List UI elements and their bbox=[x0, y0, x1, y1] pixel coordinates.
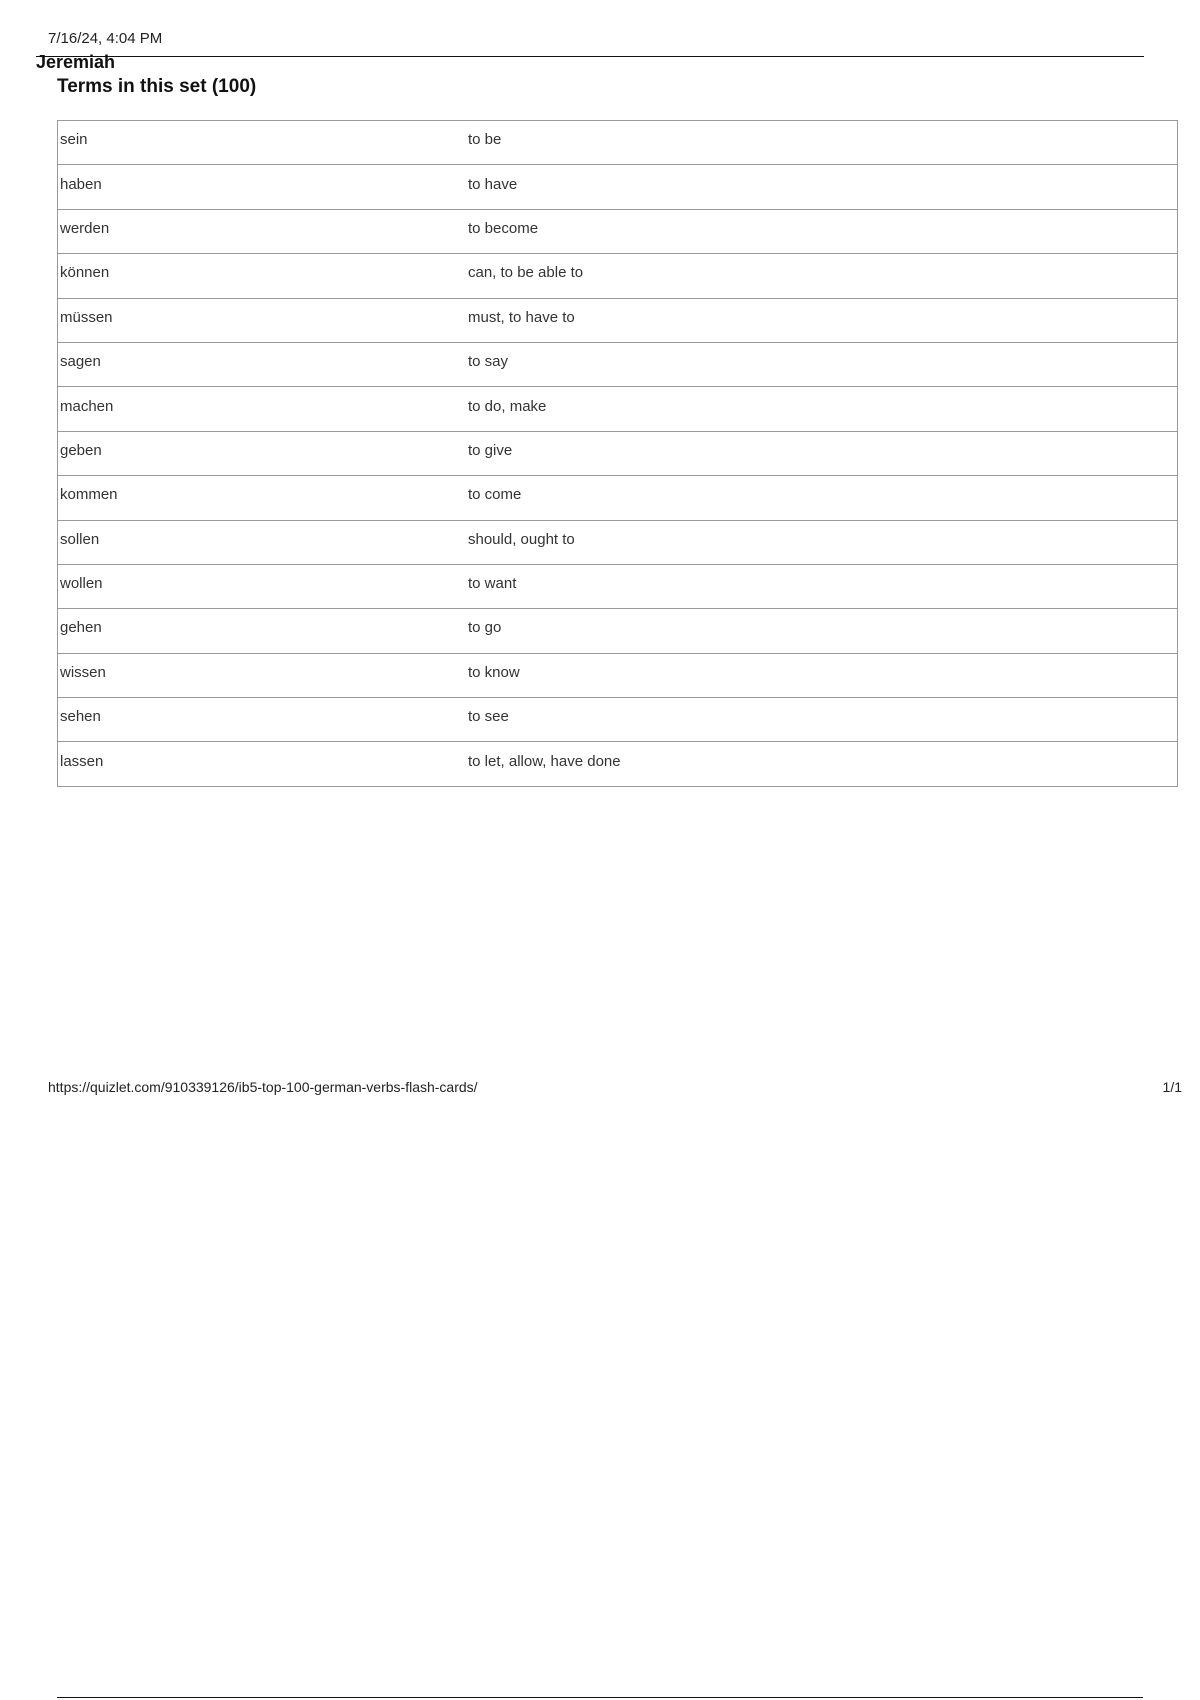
definition-cell: to come bbox=[438, 476, 1178, 520]
table-row bbox=[58, 698, 1178, 742]
term-cell: sollen bbox=[58, 520, 439, 564]
term-cell: lassen bbox=[58, 742, 439, 786]
footer-url: https://quizlet.com/910339126/ib5-top-100-german-verbs-flash-cards/ bbox=[48, 1079, 478, 1095]
term-cell: sehen bbox=[58, 698, 439, 742]
top-divider bbox=[36, 56, 1144, 57]
definition-cell: to say bbox=[438, 342, 1178, 386]
term-cell: wissen bbox=[58, 653, 439, 697]
bottom-divider bbox=[57, 1697, 1143, 1698]
definition-cell: to do, make bbox=[438, 387, 1178, 431]
term-cell: gehen bbox=[58, 609, 439, 653]
table-row bbox=[58, 165, 1178, 209]
term-cell: kommen bbox=[58, 476, 439, 520]
author-name: Jeremiah bbox=[36, 52, 116, 72]
table-row bbox=[58, 254, 1178, 298]
definition-cell: to know bbox=[438, 653, 1178, 697]
page-number: 1/1 bbox=[1162, 1079, 1182, 1095]
definition-cell: should, ought to bbox=[438, 520, 1178, 564]
term-cell: haben bbox=[58, 165, 439, 209]
table-row bbox=[58, 742, 1178, 786]
term-cell: müssen bbox=[58, 298, 439, 342]
table-row bbox=[58, 653, 1178, 697]
table-row bbox=[58, 431, 1178, 475]
table-row bbox=[58, 609, 1178, 653]
term-cell: geben bbox=[58, 431, 439, 475]
definition-cell: to want bbox=[438, 564, 1178, 608]
definition-cell: to have bbox=[438, 165, 1178, 209]
table-row bbox=[58, 387, 1178, 431]
table-row bbox=[58, 121, 1178, 165]
term-cell: sagen bbox=[58, 342, 439, 386]
table-row bbox=[58, 209, 1178, 253]
definition-cell: must, to have to bbox=[438, 298, 1178, 342]
term-cell: können bbox=[58, 254, 439, 298]
term-cell: sein bbox=[58, 121, 439, 165]
definition-cell: to see bbox=[438, 698, 1178, 742]
definition-cell: can, to be able to bbox=[438, 254, 1178, 298]
set-title: Terms in this set (100) bbox=[57, 76, 257, 97]
definition-cell: to give bbox=[438, 431, 1178, 475]
table-row bbox=[58, 298, 1178, 342]
definition-cell: to go bbox=[438, 609, 1178, 653]
term-cell: machen bbox=[58, 387, 439, 431]
table-row bbox=[58, 564, 1178, 608]
table-row bbox=[58, 520, 1178, 564]
print-date: 7/16/24, 4:04 PM bbox=[48, 30, 163, 47]
table-row bbox=[58, 476, 1178, 520]
definition-cell: to become bbox=[438, 209, 1178, 253]
table-row bbox=[58, 342, 1178, 386]
definition-cell: to be bbox=[438, 121, 1178, 165]
term-cell: wollen bbox=[58, 564, 439, 608]
definition-cell: to let, allow, have done bbox=[438, 742, 1178, 786]
term-cell: werden bbox=[58, 209, 439, 253]
terms-table bbox=[57, 120, 1178, 787]
